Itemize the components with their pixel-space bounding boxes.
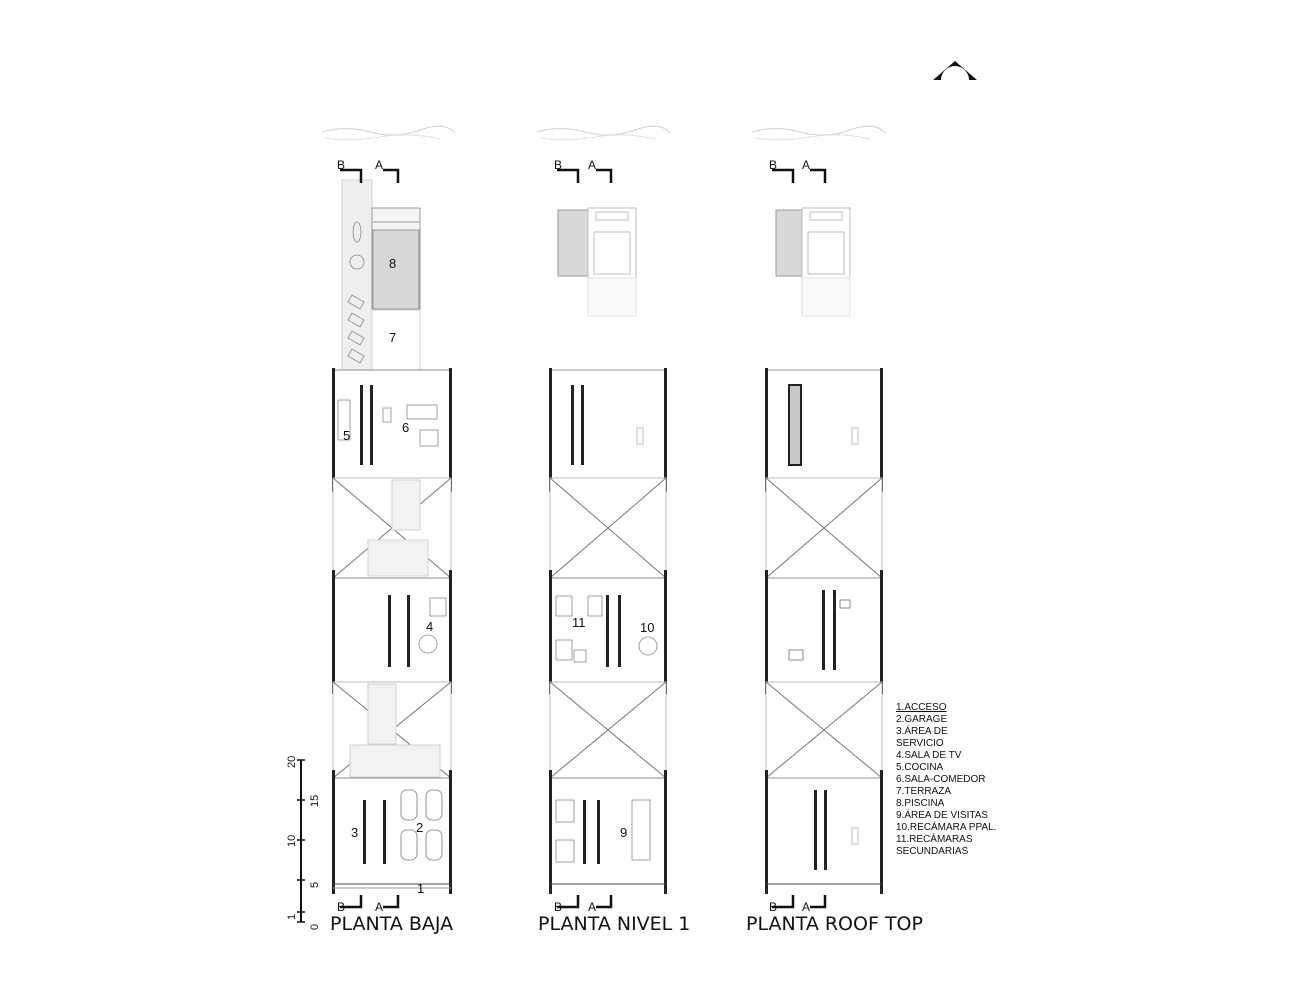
room-number-2: 2	[416, 820, 424, 835]
scale-bar	[286, 756, 321, 930]
legend-item: SECUNDARIAS	[896, 846, 969, 857]
north-arrow-icon	[933, 61, 977, 80]
room-number-5: 5	[343, 428, 351, 443]
section-mark-a: A	[802, 158, 811, 172]
legend-item: 6.SALA-COMEDOR	[896, 774, 986, 785]
section-mark-b: B	[337, 900, 346, 914]
plan-planta-nivel-1	[537, 126, 690, 935]
scale-label: 5	[309, 881, 321, 888]
legend-item: 10.RECÁMARA PPAL.	[896, 822, 997, 833]
plan-planta-baja	[322, 126, 455, 935]
legend-item: 9.ÁREA DE VISITAS	[896, 810, 989, 821]
plan-title: PLANTA ROOF TOP	[746, 913, 923, 935]
legend-item: 8.PISCINA	[896, 798, 945, 809]
section-mark-b: B	[337, 158, 346, 172]
room-number-3: 3	[351, 825, 359, 840]
room-number-6: 6	[402, 420, 410, 435]
room-number-1: 1	[417, 881, 425, 896]
room-number-4: 4	[426, 619, 434, 634]
section-mark-a: A	[375, 158, 384, 172]
plan-title: PLANTA BAJA	[330, 913, 454, 935]
scale-label: 0	[309, 923, 321, 930]
legend-item: 7.TERRAZA	[896, 786, 952, 797]
legend-item: 3.ÁREA DE	[896, 726, 948, 737]
section-mark-b: B	[769, 900, 778, 914]
room-number-11: 11	[572, 615, 586, 630]
section-mark-b: B	[769, 158, 778, 172]
section-mark-a: A	[588, 900, 597, 914]
scale-label: 1	[286, 913, 298, 920]
section-mark-a: A	[588, 158, 597, 172]
legend-item: 2.GARAGE	[896, 714, 948, 725]
room-number-10: 10	[640, 620, 655, 635]
legend-item: 11.RECÁMARAS	[896, 834, 973, 845]
section-mark-a: A	[375, 900, 384, 914]
room-number-7: 7	[389, 330, 397, 345]
legend-item: SERVICIO	[896, 738, 944, 749]
scale-label: 15	[309, 794, 321, 807]
legend	[896, 702, 1016, 858]
room-number-8: 8	[389, 256, 397, 271]
legend-item: 1.ACCESO	[896, 702, 947, 713]
room-number-9: 9	[620, 825, 628, 840]
scale-label: 10	[286, 834, 298, 847]
scale-label: 20	[286, 755, 298, 768]
section-mark-b: B	[554, 158, 563, 172]
legend-item: 5.COCINA	[896, 762, 944, 773]
legend-item: 4.SALA DE TV	[896, 750, 962, 761]
section-mark-b: B	[554, 900, 563, 914]
plan-title: PLANTA NIVEL 1	[538, 913, 691, 935]
section-mark-a: A	[802, 900, 811, 914]
